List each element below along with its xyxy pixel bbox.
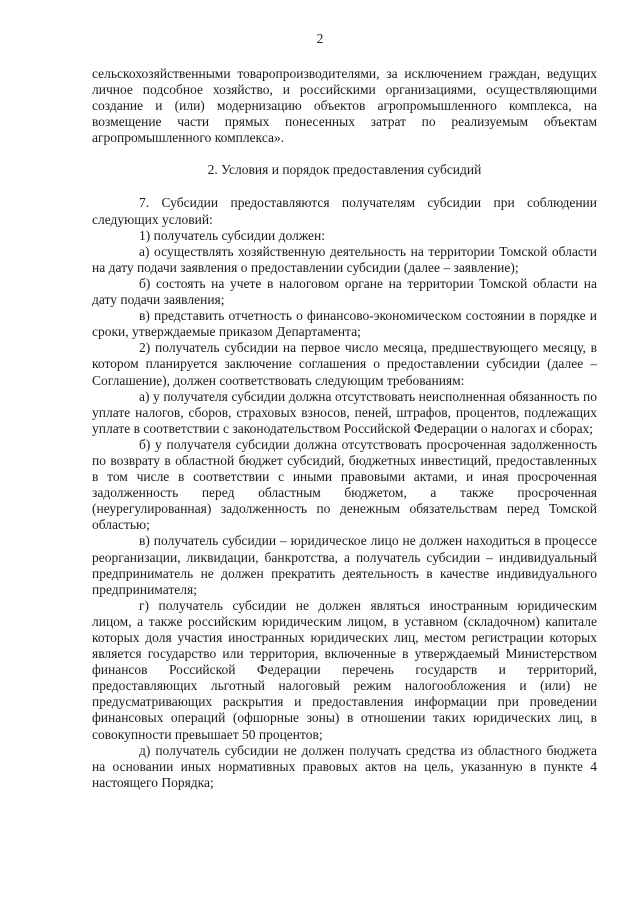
intro-paragraph: сельскохозяйственными товаропроизводителями, за исключением граждан, ведущих личное подсобное хозяйство, и российскими организациями, осуществляющими создание и (или) модернизацию объектов агропромышленного комплекса, на возмещение части прямых понесенных затрат по реализуемым объектам агропромышленного комплекса». (92, 66, 597, 146)
page-number: 2 (316, 31, 324, 46)
item-2b: б) у получателя субсидии должна отсутствовать просроченная задолженность по возврату в областной бюджет субсидий, бюджетных инвестиций, предоставленных в том числе в соответствии с иными правовыми актами, и иная просроченная задолженность перед областным бюджетом, а также просроченная (неурегулированная) задолженность по денежным обязательствам перед Томской областью; (92, 436, 597, 533)
item-2e: д) получатель субсидии не должен получать средства из областного бюджета на основании иных нормативных правовых актов на цель, указанную в пункте 4 настоящего Порядка; (92, 742, 597, 790)
clause-7: 7. Субсидии предоставляются получателям субсидии при соблюдении следующих условий: (92, 195, 597, 227)
item-2d: г) получатель субсидии не должен являться иностранным юридическим лицом, а также российским юридическим лицом, в уставном (складочном) капитале которых доля участия иностранных юридических лиц, местом регистрации которых является государство или территория, включенные в утверждаемый Министерством финансов Российской Федерации перечень государств и территорий, предоставляющих льготный налоговый режим налогообложения и (или) не предусматривающих раскрытия и предоставления информации при проведении финансовых операций (офшорные зоны) в отношении таких юридических лиц, в совокупности превышает 50 процентов; (92, 597, 597, 742)
item-2a: а) у получателя субсидии должна отсутствовать неисполненная обязанность по уплате налогов, сборов, страховых взносов, пеней, штрафов, процентов, подлежащих уплате в соответствии с законодательством Российской Федерации о налогах и сборах; (92, 388, 597, 436)
item-1b: б) состоять на учете в налоговом органе на территории Томской области на дату подачи заявления; (92, 275, 597, 308)
document-body (92, 66, 597, 791)
item-2c: в) получатель субсидии – юридическое лицо не должен находиться в процессе реорганизации, ликвидации, банкротства, а получатель субсидии – индивидуальный предприниматель не должен прекратить деятельность в качестве индивидуального предпринимателя; (92, 533, 597, 597)
subclause-2: 2) получатель субсидии на первое число месяца, предшествующего месяцу, в котором планируется заключение соглашения о предоставлении субсидии (далее – Соглашение), должен соответствовать следующим требованиям: (92, 340, 597, 388)
item-1c: в) представить отчетность о финансово-экономическом состоянии в порядке и сроки, утверждаемые приказом Департамента; (92, 308, 597, 340)
subclause-1: 1) получатель субсидии должен: (139, 227, 325, 243)
section-title: 2. Условия и порядок предоставления субсидий (207, 162, 482, 178)
item-1a: а) осуществлять хозяйственную деятельность на территории Томской области на дату подачи заявления о предоставлении субсидии (далее – заявление); (92, 243, 597, 275)
